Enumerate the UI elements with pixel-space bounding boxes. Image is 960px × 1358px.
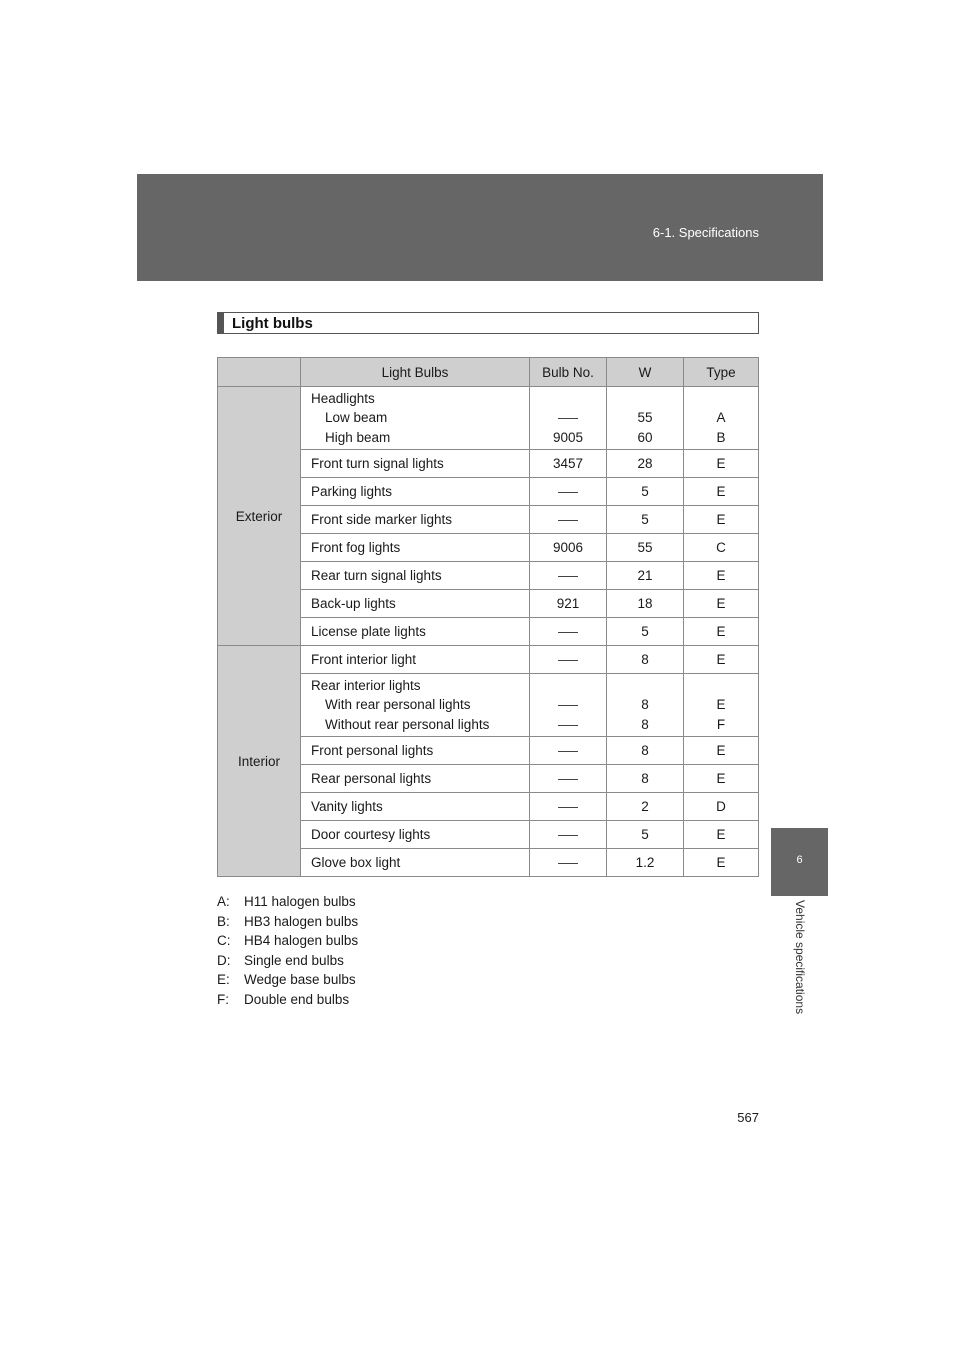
header-category (218, 358, 301, 387)
page-number: 567 (737, 1110, 759, 1125)
row-name: License plate lights (301, 618, 530, 646)
chapter-number: 6 (796, 854, 803, 866)
header-light-bulbs: Light Bulbs (301, 358, 530, 387)
row-bulb (530, 737, 607, 765)
chapter-title-vertical (791, 900, 809, 1045)
row-bulb (530, 562, 607, 590)
row-name: Parking lights (301, 478, 530, 506)
row-type: E (684, 562, 759, 590)
row-bulb: 9005 (530, 387, 607, 450)
legend-item: F: Double end bulbs (217, 991, 350, 1007)
row-w: 5 (607, 478, 684, 506)
row-w: 5 (607, 506, 684, 534)
no-value-dash (558, 492, 578, 493)
row-bulb: 9006 (530, 534, 607, 562)
row-w: 5 (607, 618, 684, 646)
no-value-dash (558, 835, 578, 836)
row-type: E (684, 450, 759, 478)
row-name: Back-up lights (301, 590, 530, 618)
no-value-dash (558, 520, 578, 521)
row-w: 55 60 (607, 387, 684, 450)
row-name: Rear turn signal lights (301, 562, 530, 590)
no-value-dash (558, 660, 578, 661)
category-interior: Interior (218, 646, 301, 877)
no-value-dash (558, 632, 578, 633)
no-value-dash (558, 418, 578, 419)
table-header-row (218, 358, 759, 387)
row-type: E (684, 849, 759, 877)
row-bulb (530, 646, 607, 674)
row-type: A B (684, 387, 759, 450)
row-bulb (530, 793, 607, 821)
header-type: Type (684, 358, 759, 387)
row-w: 28 (607, 450, 684, 478)
no-value-dash (558, 807, 578, 808)
row-w: 8 8 (607, 674, 684, 737)
legend-item: C: HB4 halogen bulbs (217, 933, 359, 948)
row-type: E (684, 506, 759, 534)
section-label: 6-1. Specifications (652, 225, 759, 240)
row-w: 2 (607, 793, 684, 821)
no-value-dash (558, 863, 578, 864)
no-value-dash (558, 705, 578, 706)
row-type: C (684, 534, 759, 562)
header-w: W (607, 358, 684, 387)
row-type: E (684, 821, 759, 849)
row-bulb (530, 821, 607, 849)
row-w: 18 (607, 590, 684, 618)
legend-item: D: Single end bulbs (217, 952, 344, 968)
row-name: Front turn signal lights (301, 450, 530, 478)
row-w: 8 (607, 646, 684, 674)
row-bulb: 921 (530, 590, 607, 618)
legend-item: E: Wedge base bulbs (217, 972, 356, 987)
section-title: Light bulbs (232, 315, 313, 332)
no-value-dash (558, 725, 578, 726)
row-name: Front side marker lights (301, 506, 530, 534)
header-bulb-no: Bulb No. (530, 358, 607, 387)
row-name: Rear interior lights With rear personal lights Without rear personal lights (301, 674, 530, 737)
row-type: E (684, 765, 759, 793)
row-w: 5 (607, 821, 684, 849)
section-title-box (217, 312, 759, 334)
row-w: 55 (607, 534, 684, 562)
legend-item: A: H11 halogen bulbs (217, 894, 356, 909)
row-bulb (530, 618, 607, 646)
row-w: 1.2 (607, 849, 684, 877)
row-type: E (684, 618, 759, 646)
table-row (218, 387, 759, 450)
bulb-type-legend (217, 892, 358, 1009)
row-type: E (684, 478, 759, 506)
row-name: Glove box light (301, 849, 530, 877)
no-value-dash (558, 576, 578, 577)
row-name: Rear personal lights (301, 765, 530, 793)
row-w: 8 (607, 737, 684, 765)
row-name: Front personal lights (301, 737, 530, 765)
table-row (218, 646, 759, 674)
row-type: E F (684, 674, 759, 737)
row-bulb (530, 765, 607, 793)
row-type: E (684, 590, 759, 618)
row-bulb (530, 478, 607, 506)
no-value-dash (558, 751, 578, 752)
no-value-dash (558, 779, 578, 780)
row-name: Front interior light (301, 646, 530, 674)
row-bulb (530, 506, 607, 534)
row-w: 8 (607, 765, 684, 793)
title-accent-bar (218, 313, 224, 333)
row-name: Headlights Low beam High beam (301, 387, 530, 450)
row-bulb (530, 674, 607, 737)
chapter-title: Vehicle specifications (793, 900, 807, 1015)
row-type: D (684, 793, 759, 821)
row-name: Front fog lights (301, 534, 530, 562)
row-type: E (684, 646, 759, 674)
row-name: Vanity lights (301, 793, 530, 821)
category-exterior: Exterior (218, 387, 301, 646)
row-bulb (530, 849, 607, 877)
row-name: Door courtesy lights (301, 821, 530, 849)
row-bulb: 3457 (530, 450, 607, 478)
legend-item: B: HB3 halogen bulbs (217, 913, 359, 929)
row-type: E (684, 737, 759, 765)
light-bulbs-table (217, 357, 759, 877)
row-w: 21 (607, 562, 684, 590)
